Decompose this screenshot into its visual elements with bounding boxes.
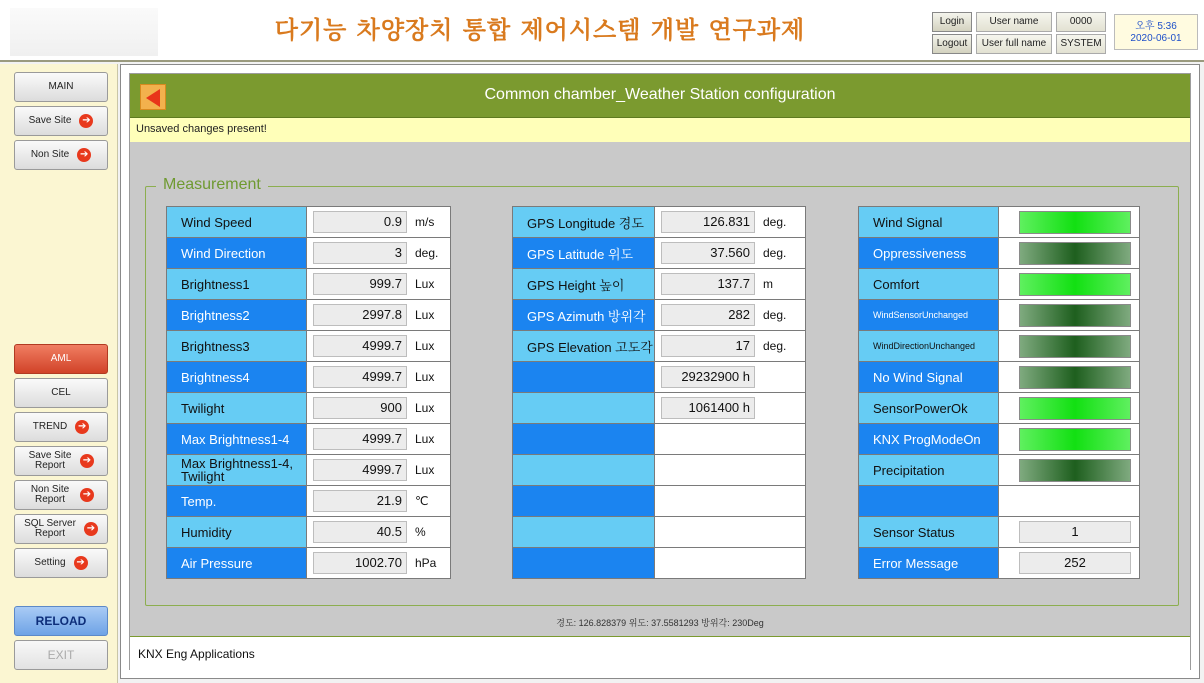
- gps-label: GPS Azimuth 방위각: [513, 300, 655, 331]
- cel-button[interactable]: [14, 378, 108, 408]
- arrow-right-icon: ➔: [74, 556, 88, 570]
- table-row: [859, 331, 1140, 362]
- reload-button[interactable]: [14, 606, 108, 636]
- table-row: [167, 393, 451, 424]
- gps-unit: deg.: [763, 215, 787, 229]
- measurement-label: Twilight: [167, 393, 307, 424]
- measurement-value: 4999.7: [313, 335, 407, 357]
- table-row: [167, 238, 451, 269]
- measurement-unit: Lux: [415, 401, 435, 415]
- signal-label: Wind Signal: [859, 207, 999, 238]
- non-site-button[interactable]: [14, 140, 108, 170]
- status-indicator: [1019, 242, 1131, 265]
- app-header: [0, 0, 1204, 62]
- signal-label: Sensor Status: [859, 517, 999, 548]
- gps-value-cell: [655, 517, 806, 548]
- login-button[interactable]: Login: [932, 12, 972, 32]
- measurement-value-cell: [307, 300, 451, 331]
- gps-value-cell: [655, 548, 806, 579]
- table-row: [513, 300, 806, 331]
- table-row: [859, 300, 1140, 331]
- measurement-value-cell: [307, 207, 451, 238]
- measurement-label: Temp.: [167, 486, 307, 517]
- gps-value-cell: [655, 207, 806, 238]
- measurement-unit: ℃: [415, 494, 429, 508]
- measurement-table-left: [166, 206, 451, 579]
- table-row: [167, 300, 451, 331]
- gps-label: [513, 424, 655, 455]
- gps-unit: m: [763, 277, 773, 291]
- measurement-unit: %: [415, 525, 426, 539]
- gps-label: GPS Latitude 위도: [513, 238, 655, 269]
- status-indicator: [1019, 366, 1131, 389]
- gps-table: [512, 206, 806, 579]
- table-row: [167, 269, 451, 300]
- status-indicator: [1019, 459, 1131, 482]
- gps-label: [513, 393, 655, 424]
- status-value: 252: [1019, 552, 1131, 574]
- arrow-right-icon: ➔: [79, 114, 93, 128]
- measurement-label: Wind Direction: [167, 238, 307, 269]
- arrow-right-icon: ➔: [77, 148, 91, 162]
- gps-value: 1061400 h: [661, 397, 755, 419]
- table-row: [859, 393, 1140, 424]
- unsaved-notice: Unsaved changes present!: [130, 118, 1190, 142]
- measurement-value: 2997.8: [313, 304, 407, 326]
- clock: [1114, 14, 1198, 50]
- measurement-value: 1002.70: [313, 552, 407, 574]
- table-row: [167, 517, 451, 548]
- table-row: [513, 238, 806, 269]
- measurement-label: Wind Speed: [167, 207, 307, 238]
- table-row: [859, 548, 1140, 579]
- gps-value-cell: [655, 269, 806, 300]
- reload-label: RELOAD: [35, 614, 87, 628]
- gps-value-cell: [655, 424, 806, 455]
- measurement-unit: Lux: [415, 463, 435, 477]
- status-indicator: [1019, 304, 1131, 327]
- gps-value-cell: [655, 331, 806, 362]
- signal-value-cell: [999, 331, 1140, 362]
- gps-value-cell: [655, 238, 806, 269]
- signal-label: [859, 486, 999, 517]
- signal-value-cell: [999, 269, 1140, 300]
- signal-value-cell: [999, 362, 1140, 393]
- save-site-report-button[interactable]: [14, 446, 108, 476]
- app-title: 다기능 차양장치 통합 제어시스템 개발 연구과제: [274, 16, 806, 44]
- gps-value-cell: [655, 393, 806, 424]
- measurement-value: 3: [313, 242, 407, 264]
- signal-label: Oppressiveness: [859, 238, 999, 269]
- measurement-value: 999.7: [313, 273, 407, 295]
- clock-time: 오후 5:36: [1135, 21, 1177, 32]
- gps-value-cell: [655, 455, 806, 486]
- signal-label: WindSensorUnchanged: [859, 300, 999, 331]
- gps-value: 17: [661, 335, 755, 357]
- gps-value-cell: [655, 362, 806, 393]
- status-indicator: [1019, 397, 1131, 420]
- table-row: [859, 238, 1140, 269]
- table-row: [513, 393, 806, 424]
- table-row: [859, 269, 1140, 300]
- measurement-value-cell: [307, 517, 451, 548]
- table-row: [167, 455, 451, 486]
- signal-value-cell: [999, 517, 1140, 548]
- main-panel: [129, 73, 1191, 670]
- table-row: [859, 517, 1140, 548]
- gps-unit: deg.: [763, 339, 787, 353]
- gps-value: 126.831: [661, 211, 755, 233]
- table-row: [513, 269, 806, 300]
- status-indicator: [1019, 428, 1131, 451]
- trend-label: TREND: [32, 421, 68, 432]
- gps-label: [513, 362, 655, 393]
- measurement-unit: Lux: [415, 277, 435, 291]
- save-site-report-label: Save Site Report: [28, 450, 72, 471]
- save-site-button[interactable]: [14, 106, 108, 136]
- sql-server-report-button[interactable]: [14, 514, 108, 544]
- gps-value-cell: [655, 486, 806, 517]
- gps-value: 137.7: [661, 273, 755, 295]
- signal-label: Error Message: [859, 548, 999, 579]
- user-full-name-label: User full name: [976, 34, 1052, 54]
- measurement-unit: Lux: [415, 339, 435, 353]
- gps-label: [513, 486, 655, 517]
- measurement-label: Humidity: [167, 517, 307, 548]
- table-row: [167, 486, 451, 517]
- user-name-value: 0000: [1056, 12, 1106, 32]
- non-site-report-label: Non Site Report: [30, 484, 70, 505]
- table-row: [859, 207, 1140, 238]
- measurement-value-cell: [307, 269, 451, 300]
- table-row: [167, 548, 451, 579]
- table-row: [859, 486, 1140, 517]
- measurement-value: 21.9: [313, 490, 407, 512]
- measurement-value: 0.9: [313, 211, 407, 233]
- measurement-label: Brightness2: [167, 300, 307, 331]
- setting-label: Setting: [34, 557, 66, 568]
- measurement-value-cell: [307, 548, 451, 579]
- measurement-unit: deg.: [415, 246, 439, 260]
- signal-label: WindDirectionUnchanged: [859, 331, 999, 362]
- gps-label: GPS Longitude 경도: [513, 207, 655, 238]
- cel-label: CEL: [51, 387, 71, 398]
- sql-server-report-label: SQL Server Report: [24, 518, 76, 539]
- footer: KNX Eng Applications: [130, 636, 1190, 670]
- measurement-label: Brightness3: [167, 331, 307, 362]
- table-row: [859, 424, 1140, 455]
- measurement-value-cell: [307, 238, 451, 269]
- gps-value: 282: [661, 304, 755, 326]
- signal-value-cell: [999, 486, 1140, 517]
- table-row: [513, 486, 806, 517]
- measurement-value-cell: [307, 424, 451, 455]
- status-indicator: [1019, 335, 1131, 358]
- arrow-right-icon: ➔: [80, 488, 94, 502]
- signal-value-cell: [999, 393, 1140, 424]
- gps-value: 29232900 h: [661, 366, 755, 388]
- signal-value-cell: [999, 300, 1140, 331]
- gps-unit: deg.: [763, 308, 787, 322]
- signal-label: SensorPowerOk: [859, 393, 999, 424]
- gps-label: GPS Height 높이: [513, 269, 655, 300]
- signal-table: [858, 206, 1140, 579]
- save-site-label: Save Site: [28, 115, 72, 126]
- measurement-value: 40.5: [313, 521, 407, 543]
- non-site-label: Non Site: [30, 149, 70, 160]
- arrow-right-icon: ➔: [75, 420, 89, 434]
- status-value: 1: [1019, 521, 1131, 543]
- logo-area: [10, 8, 158, 56]
- clock-date: 2020-06-01: [1130, 33, 1182, 44]
- table-row: [513, 362, 806, 393]
- arrow-right-icon: ➔: [80, 454, 94, 468]
- measurement-unit: Lux: [415, 308, 435, 322]
- measurement-value-cell: [307, 331, 451, 362]
- measurement-value-cell: [307, 486, 451, 517]
- measurement-value: 4999.7: [313, 459, 407, 481]
- user-full-name-value: SYSTEM: [1056, 34, 1106, 54]
- table-row: [513, 517, 806, 548]
- signal-value-cell: [999, 424, 1140, 455]
- gps-label: [513, 455, 655, 486]
- signal-label: Precipitation: [859, 455, 999, 486]
- measurement-unit: m/s: [415, 215, 435, 229]
- gps-label: [513, 517, 655, 548]
- table-row: [167, 331, 451, 362]
- main-button-label: MAIN: [48, 81, 74, 92]
- signal-value-cell: [999, 455, 1140, 486]
- gps-label: [513, 548, 655, 579]
- exit-label: EXIT: [47, 648, 75, 662]
- measurement-value-cell: [307, 362, 451, 393]
- measurement-value: 4999.7: [313, 366, 407, 388]
- measurement-value: 4999.7: [313, 428, 407, 450]
- measurement-label: Brightness1: [167, 269, 307, 300]
- title-bar: [130, 74, 1190, 118]
- aml-button[interactable]: [14, 344, 108, 374]
- table-row: [167, 207, 451, 238]
- measurement-value-cell: [307, 393, 451, 424]
- measurement-label: Max Brightness1-4, Twilight: [167, 455, 307, 486]
- table-row: [513, 207, 806, 238]
- measurement-label: Air Pressure: [167, 548, 307, 579]
- main-button[interactable]: [14, 72, 108, 102]
- measurement-unit: hPa: [415, 556, 437, 570]
- measurement-unit: Lux: [415, 432, 435, 446]
- main-frame: [120, 64, 1200, 679]
- table-row: [513, 331, 806, 362]
- measurement-group-label: Measurement: [156, 176, 268, 194]
- signal-label: No Wind Signal: [859, 362, 999, 393]
- signal-value-cell: [999, 238, 1140, 269]
- exit-button[interactable]: [14, 640, 108, 670]
- gps-value-cell: [655, 300, 806, 331]
- signal-label: KNX ProgModeOn: [859, 424, 999, 455]
- gps-label: GPS Elevation 고도각: [513, 331, 655, 362]
- signal-label: Comfort: [859, 269, 999, 300]
- user-name-label: User name: [976, 12, 1052, 32]
- status-indicator: [1019, 211, 1131, 234]
- table-row: [513, 548, 806, 579]
- measurement-label: Max Brightness1-4: [167, 424, 307, 455]
- coordinate-readout: 경도: 126.828379 위도: 37.5581293 방위각: 230Deg: [556, 618, 764, 628]
- non-site-report-button[interactable]: [14, 480, 108, 510]
- gps-unit: deg.: [763, 246, 787, 260]
- screen-title: Common chamber_Weather Station configuration: [484, 86, 836, 103]
- table-row: [859, 455, 1140, 486]
- arrow-right-icon: ➔: [84, 522, 98, 536]
- status-indicator: [1019, 273, 1131, 296]
- table-row: [513, 424, 806, 455]
- sidebar: [0, 64, 118, 683]
- measurement-value-cell: [307, 455, 451, 486]
- signal-value-cell: [999, 207, 1140, 238]
- aml-label: AML: [50, 353, 72, 364]
- measurement-unit: Lux: [415, 370, 435, 384]
- logout-button[interactable]: Logout: [932, 34, 972, 54]
- measurement-value: 900: [313, 397, 407, 419]
- measurement-label: Brightness4: [167, 362, 307, 393]
- setting-button[interactable]: [14, 548, 108, 578]
- table-row: [167, 362, 451, 393]
- trend-button[interactable]: [14, 412, 108, 442]
- gps-value: 37.560: [661, 242, 755, 264]
- table-row: [859, 362, 1140, 393]
- signal-value-cell: [999, 548, 1140, 579]
- table-row: [513, 455, 806, 486]
- table-row: [167, 424, 451, 455]
